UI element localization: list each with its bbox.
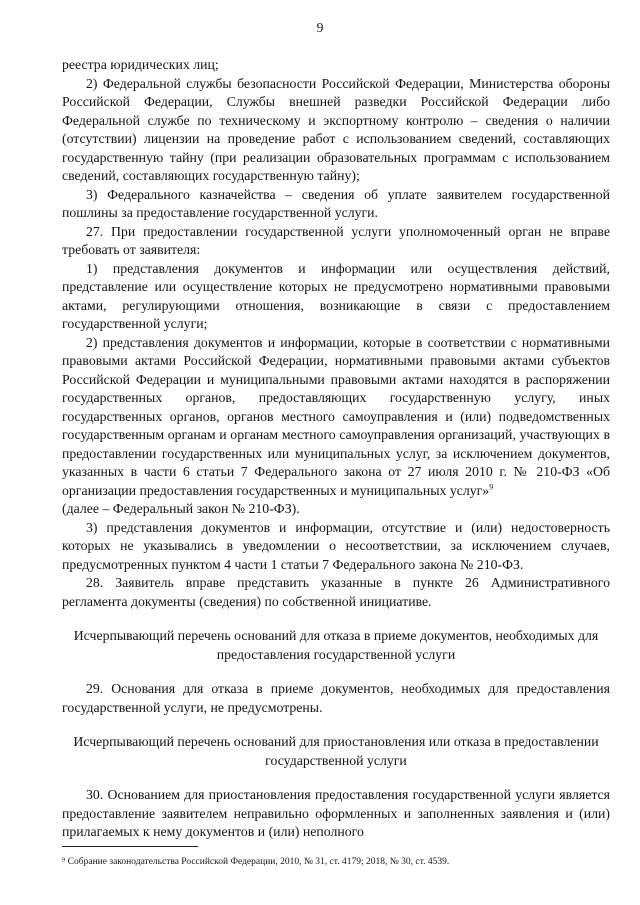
- paragraph: 1) представления документов и информации или осуществления действий, представление или осуществление которых не предусмотрено нормативными правовыми актами, регулирующими отношения, возникающие в связи с предоставлением государственной услуги;: [62, 260, 610, 331]
- paragraph: (далее – Федеральный закон № 210-ФЗ).: [62, 501, 300, 516]
- section-heading: Исчерпывающий перечень оснований для приостановления или отказа в предоставлении государственной услуги: [73, 734, 599, 768]
- paragraph: 3) представления документов и информации, отсутствие и (или) недостоверность которых не указывались в уведомлении о несоответствии, за исключением случаев, предусмотренных пунктом 4 части 1 статьи 7 Федерального закона № 210-ФЗ.: [62, 519, 610, 572]
- paragraph-text: 2) представления документов и информации, которые в соответствии с нормативными правовыми актами Российской Федерации, нормативными правовыми актами субъектов Российской Федерации и муниципальными правовыми актами находятся в распоряжении государственных органов, предоставляющих государственную услугу, иных государственных органов, органов местного самоуправления и (или) подведомственных государственным органам и органам местного самоуправления организаций, участвующих в предоставлении государственных или муниципальных услуг, за исключением документов, указанных в части 6 статьи 7 Федерального закона от 27 июля 2010 г. № 210-ФЗ «Об организации предоставления государственных и муниципальных услуг»: [62, 334, 610, 498]
- paragraph: [62, 334, 610, 501]
- footnote-divider: [62, 846, 198, 847]
- paragraph: 2) Федеральной службы безопасности Российской Федерации, Министерства обороны Российской Федерации, Службы внешней разведки Российской Федерации либо Федеральной службе по техническому и экспортному контролю – сведения о наличии (отсутствии) лицензии на проведение работ с использованием сведений, составляющих государственную тайну (при реализации образовательных программам с использованием сведений, составляющих государственную тайну);: [62, 75, 610, 183]
- footnote: ⁹ Собрание законодательства Российской Федерации, 2010, № 31, ст. 4179; 2018, № 30, ст. 4539.: [62, 857, 450, 867]
- paragraph: 27. При предоставлении государственной услуги уполномоченный орган не вправе требовать от заявителя:: [62, 223, 610, 257]
- paragraph: 30. Основанием для приостановления предоставления государственной услуги является предоставление заявителем неправильно оформленных и заполненных заявления и (или) прилагаемых к нему документов и (или) неполного: [62, 787, 610, 839]
- paragraph: 28. Заявитель вправе представить указанные в пункте 26 Административного регламента документы (сведения) по собственной инициативе.: [62, 575, 610, 609]
- paragraph: реестра юридических лиц;: [62, 57, 219, 72]
- paragraph: 29. Основания для отказа в приеме документов, необходимых для предоставления государственной услуги, не предусмотрены.: [62, 681, 610, 715]
- footnote-reference[interactable]: 9: [489, 481, 494, 491]
- page-body: [62, 56, 610, 842]
- page-number: 9: [316, 20, 324, 35]
- paragraph: 3) Федерального казначейства – сведения об уплате заявителем государственной пошлины за предоставление государственной услуги.: [62, 186, 610, 220]
- section-heading: Исчерпывающий перечень оснований для отказа в приеме документов, необходимых для предоставления государственной услуги: [73, 628, 599, 662]
